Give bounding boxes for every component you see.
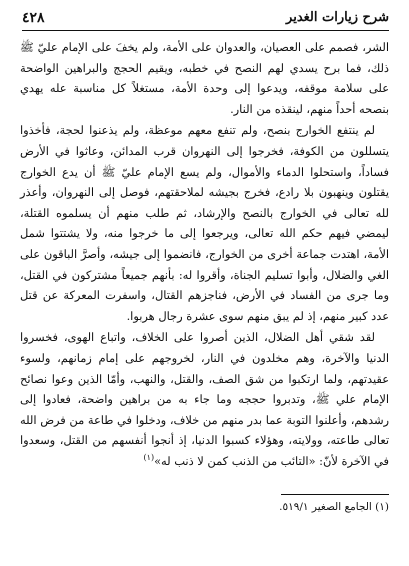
body-text (20, 37, 389, 471)
running-title: شرح زيارات الغدير (286, 10, 389, 25)
paragraph-3-text: لقد شقي أهل الضلال، الذين أصروا على الخلاف، واتباع الهوى، فخسروا الدنيا والآخرة، وهم مخلدون في النار، لخروجهم على إمام زمانهم، ولسوء عقيدتهم، ولما ارتكبوا من شق الصف، والقتل، والنهب، وأمّا الذين وعوا نصائح الإمام علي ﷺ، وتدبروا حججه وما جاء به من براهين واضحة، فعادوا إلى رشدهم، وأعلنوا التوبة عما بدر منهم من خلاف، ودخلوا في طاعة من فرض الله تعالى طاعته، وولايته، وهؤلاء كسبوا الدنيا، إذ أنجوا أنفسهم من القتل، وسعدوا في الآخرة لأنّ: «التائب من الذنب كمن لا ذنب له» (20, 330, 389, 468)
paragraph-1: الشر، فصمم على العصيان، والعدوان على الأمة، ولم يخفَ على الإمام عليّ ﷺ ذلك، فما برح يسدي لهم النصح في خطبه، ويقيم الحجج والبراهين الواضحة على سلامة موقفه، ويدعوا إلى وحدة الأمة، مستغلاً كل مناسبة عله يهدي بنصحه أحداً منهم، لينقذه من النار. (20, 40, 389, 116)
footnote: (١) الجامع الصغير ٥١٩/١. (279, 501, 389, 513)
paragraph-3 (20, 327, 389, 471)
page-number: ٤٢٨ (22, 10, 45, 26)
page-header (22, 8, 389, 31)
paragraph-2: لم ينتفع الخوارج بنصح، ولم تنفع معهم موعظة، ولم يذعنوا لحجة، فأخذوا يتسللون من الكوفة، فخرجوا إلى النهروان قرب المدائن، وعاثوا في الأرض فساداً، واستحلوا الدماء والأموال، ولم يسع الإمام عليّ ﷺ أن يدع الخوارج يقتلون وينهبون بلا رادع، فخرج بجيشه لملاحقتهم، فوصل إلى النهروان، وأعذر لله تعالى في الخوارج بالنصح والإرشاد، ثم طلب منهم أن يسلموه القتلة، ليمضي فيهم حكم الله تعالى، ويرجعوا إلى ما خرجوا منه، ولا يشتتوا شمل الأمة، اهتدت جماعة أخرى من الخوارج، فانضموا إلى جيشه، وأصرَّ الباقون على الغي والضلال، وأبوا تسليم الجناة، وأقروا له: بأنهم جميعاً مشتركون في القتل، وما جرى من الفساد في الأرض، فناجزهم القتال، واسفرت المعركة عن قتل عدد كبير منهم، إذ لم يبق منهم سوى عشرة رجال هربوا. (20, 123, 389, 323)
footnote-reference[interactable]: (١) (143, 453, 155, 463)
footnote-divider (281, 494, 389, 495)
